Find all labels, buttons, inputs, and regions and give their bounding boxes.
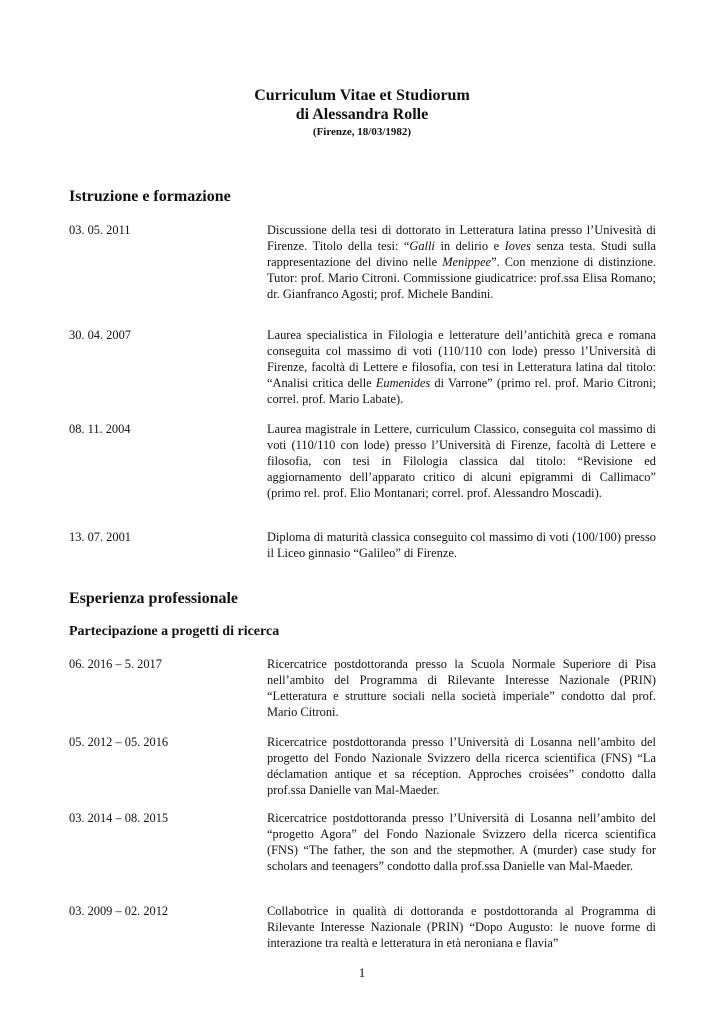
heading-istruzione: Istruzione e formazione — [69, 188, 231, 205]
document-subtitle: (Firenze, 18/03/1982) — [312, 126, 412, 138]
entry-description: Ricercatrice postdottoranda presso la Scuola Normale Superiore di Pisa nell’ambito del Programma di Rilevante Interesse Nazionale (PRIN) “Letteratura e strutture sociali nella società imperiale” condotto dal prof. Mario Citroni. — [267, 657, 656, 719]
desc-text: senza testa. Studi sulla rappresentazione del divino nelle — [267, 239, 657, 269]
entry-date: 03. 2009 – 02. 2012 — [69, 904, 169, 918]
document-author: di Alessandra Rolle — [295, 106, 429, 123]
document-title: Curriculum Vitae et Studiorum — [254, 87, 470, 104]
subheading-progetti: Partecipazione a progetti di ricerca — [69, 624, 280, 639]
entry-description: Ricercatrice postdottoranda presso l’Università di Losanna nell’ambito del “progetto Agora” del Fondo Nazionale Svizzero della ricerca scientifica (FNS) “The father, the son and the stepmother. A (murder) case study for scholars and teenagers” condotto dalla prof.ssa Danielle van Mal-Maeder. — [267, 811, 656, 873]
heading-esperienza: Esperienza professionale — [69, 590, 239, 607]
entry-description — [267, 327, 656, 407]
desc-italic: Eumenides — [375, 376, 431, 390]
desc-italic: Galli — [409, 239, 435, 253]
entry-description: Collabotrice in qualità di dottoranda e postdottoranda al Programma di Rilevante Interesse Nazionale (PRIN) “Dopo Augusto: le nuove forme di interazione tra realtà e letteratura in età neroniana e flavia” — [267, 904, 656, 950]
desc-italic: Ioves — [504, 239, 531, 253]
desc-text: Laurea specialistica in Filologia e letterature dell’antichità greca e romana conseguita col massimo di voti (110/110 con lode) presso l’Università di Firenze, facoltà di Lettere e filosofia, con tesi in Letteratura latina dal titolo: “Analisi critica delle — [267, 328, 656, 390]
desc-italic: Menippee — [442, 255, 492, 269]
entry-description: Diploma di maturità classica conseguito col massimo di voti (100/100) presso il Liceo ginnasio “Galileo” di Firenze. — [267, 530, 656, 560]
entry-date: 30. 04. 2007 — [69, 328, 131, 342]
entry-date: 05. 2012 – 05. 2016 — [69, 735, 169, 749]
entry-description — [267, 222, 656, 302]
entry-description: Ricercatrice postdottoranda presso l’Università di Losanna nell’ambito del progetto del Fondo Nazionale Svizzero della ricerca scientifica (FNS) “La déclamation antique et sa réception. Approches croisées” condotto dalla prof.ssa Danielle van Mal-Maeder. — [267, 735, 656, 797]
entry-date: 03. 05. 2011 — [69, 223, 131, 237]
desc-text: in delirio e — [434, 239, 505, 253]
desc-text: Discussione della tesi di dottorato in Letteratura latina presso l’Univesità di Firenze. Titolo della tesi: “ — [267, 223, 656, 253]
page-number: 1 — [358, 965, 366, 980]
title-block — [0, 86, 724, 139]
entry-date: 08. 11. 2004 — [69, 422, 131, 436]
entry-date: 03. 2014 – 08. 2015 — [69, 811, 169, 825]
entry-date: 13. 07. 2001 — [69, 530, 131, 544]
desc-text: di Varrone” (primo rel. prof. Mario Citroni; correl. prof. Mario Labate). — [267, 376, 656, 406]
desc-text: ”. Con menzione di distinzione. Tutor: prof. Mario Citroni. Commissione giudicatrice: prof.ssa Elisa Romano; dr. Gianfranco Agosti; prof. Michele Bandini. — [267, 255, 656, 301]
entry-date: 06. 2016 – 5. 2017 — [69, 657, 162, 671]
entry-description: Laurea magistrale in Lettere, curriculum Classico, conseguita col massimo di voti (110/110 con lode) presso l’Università di Firenze, facoltà di Lettere e filosofia, con tesi in Filologia classica dal titolo: “Revisione ed aggiornamento dell’apparato critico di alcuni epigrammi di Callimaco” (primo rel. prof. Elio Montanari; correl. prof. Alessandro Moscadi). — [267, 422, 656, 500]
